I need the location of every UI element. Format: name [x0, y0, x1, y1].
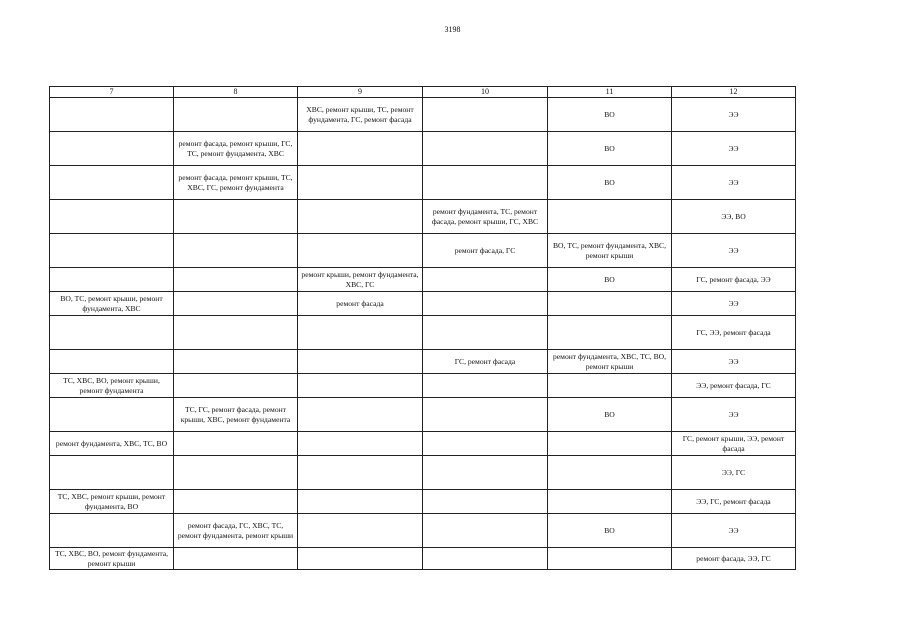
- table-body: [50, 98, 796, 570]
- table-cell: ремонт фасада, ремонт крыши, ГС, ТС, ремонт фундамента, ХВС: [174, 132, 298, 166]
- column-header: 7: [50, 87, 174, 98]
- table-cell: [174, 548, 298, 570]
- table-cell: ЭЭ: [672, 350, 796, 374]
- table-cell: [423, 514, 548, 548]
- column-header: 8: [174, 87, 298, 98]
- table-cell: ВО: [548, 398, 672, 432]
- table-row: [50, 132, 796, 166]
- table-cell: [298, 374, 423, 398]
- table-cell: [298, 548, 423, 570]
- table-cell: ГС, ремонт крыши, ЭЭ, ремонт фасада: [672, 432, 796, 456]
- table-cell: [548, 374, 672, 398]
- table-cell: [174, 200, 298, 234]
- table-cell: ЭЭ, ВО: [672, 200, 796, 234]
- table-cell: [298, 514, 423, 548]
- table-cell: [298, 456, 423, 490]
- table-cell: ремонт фасада, ЭЭ, ГС: [672, 548, 796, 570]
- table-cell: [423, 268, 548, 292]
- table-cell: ТС, ХВС, ВО, ремонт крыши, ремонт фундамента: [50, 374, 174, 398]
- table-row: [50, 456, 796, 490]
- table-cell: [423, 292, 548, 316]
- table-cell: [298, 398, 423, 432]
- table-cell: [298, 432, 423, 456]
- table-cell: ЭЭ: [672, 132, 796, 166]
- page-number: 3198: [444, 25, 461, 34]
- table-cell: ЭЭ: [672, 234, 796, 268]
- table-cell: ремонт крыши, ремонт фундамента, ХВС, ГС: [298, 268, 423, 292]
- table-row: [50, 200, 796, 234]
- table-cell: [548, 292, 672, 316]
- table-cell: [423, 316, 548, 350]
- table-cell: [50, 350, 174, 374]
- table-cell: [298, 490, 423, 514]
- table-row: [50, 166, 796, 200]
- table-cell: [423, 398, 548, 432]
- table-cell: [174, 350, 298, 374]
- table-cell: ВО: [548, 166, 672, 200]
- table-cell: [423, 374, 548, 398]
- table-row: [50, 490, 796, 514]
- table-cell: [174, 98, 298, 132]
- table-cell: ремонт фасада, ГС, ХВС, ТС, ремонт фундамента, ремонт крыши: [174, 514, 298, 548]
- table-cell: ремонт фасада, ремонт крыши, ТС, ХВС, ГС, ремонт фундамента: [174, 166, 298, 200]
- table-cell: ремонт фундамента, ТС, ремонт фасада, ремонт крыши, ГС, ХВС: [423, 200, 548, 234]
- table-cell: [423, 432, 548, 456]
- table-cell: [548, 490, 672, 514]
- table-cell: ЭЭ: [672, 166, 796, 200]
- header-row: [50, 87, 796, 98]
- table-cell: [50, 200, 174, 234]
- table-cell: [50, 514, 174, 548]
- table-cell: [548, 456, 672, 490]
- table-cell: [174, 490, 298, 514]
- table-cell: [298, 234, 423, 268]
- table-cell: ТС, ГС, ремонт фасада, ремонт крыши, ХВС, ремонт фундамента: [174, 398, 298, 432]
- table-cell: [50, 268, 174, 292]
- table-cell: [50, 234, 174, 268]
- table-cell: ЭЭ: [672, 514, 796, 548]
- table-cell: ЭЭ, ГС: [672, 456, 796, 490]
- table-cell: [423, 166, 548, 200]
- table-cell: ХВС, ремонт крыши, ТС, ремонт фундамента, ГС, ремонт фасада: [298, 98, 423, 132]
- table-cell: ЭЭ, ГС, ремонт фасада: [672, 490, 796, 514]
- table-cell: ремонт фасада: [298, 292, 423, 316]
- table-cell: [423, 98, 548, 132]
- table-cell: ремонт фасада, ГС: [423, 234, 548, 268]
- table-cell: [298, 132, 423, 166]
- column-header: 11: [548, 87, 672, 98]
- table-cell: ЭЭ, ремонт фасада, ГС: [672, 374, 796, 398]
- table-cell: [50, 316, 174, 350]
- table-cell: [423, 490, 548, 514]
- table-cell: ремонт фундамента, ХВС, ТС, ВО: [50, 432, 174, 456]
- table-cell: [548, 432, 672, 456]
- table-cell: ТС, ХВС, ВО, ремонт фундамента, ремонт крыши: [50, 548, 174, 570]
- table-cell: [174, 374, 298, 398]
- table-cell: ЭЭ: [672, 292, 796, 316]
- table-cell: ВО, ТС, ремонт крыши, ремонт фундамента, ХВС: [50, 292, 174, 316]
- table-cell: [174, 432, 298, 456]
- table-cell: [50, 398, 174, 432]
- table-cell: [174, 268, 298, 292]
- table-row: [50, 374, 796, 398]
- data-table: [49, 86, 796, 570]
- table-cell: [298, 166, 423, 200]
- table-cell: [174, 316, 298, 350]
- table-row: [50, 514, 796, 548]
- table-cell: ВО: [548, 514, 672, 548]
- table-cell: ЭЭ: [672, 98, 796, 132]
- table-cell: [174, 456, 298, 490]
- table-cell: ГС, ремонт фасада: [423, 350, 548, 374]
- table-cell: [174, 234, 298, 268]
- table-cell: ВО: [548, 132, 672, 166]
- table-cell: [423, 548, 548, 570]
- table-cell: ГС, ЭЭ, ремонт фасада: [672, 316, 796, 350]
- column-header: 10: [423, 87, 548, 98]
- table-cell: [174, 292, 298, 316]
- table-cell: ГС, ремонт фасада, ЭЭ: [672, 268, 796, 292]
- table-cell: [298, 200, 423, 234]
- table-row: [50, 548, 796, 570]
- table-cell: [298, 350, 423, 374]
- table-row: [50, 398, 796, 432]
- table-cell: [548, 548, 672, 570]
- table-row: [50, 316, 796, 350]
- table-cell: ВО: [548, 98, 672, 132]
- table-cell: [423, 132, 548, 166]
- table-cell: [50, 132, 174, 166]
- table-cell: ВО: [548, 268, 672, 292]
- table-cell: ВО, ТС, ремонт фундамента, ХВС, ремонт крыши: [548, 234, 672, 268]
- table-row: [50, 268, 796, 292]
- table-cell: [548, 200, 672, 234]
- table-cell: [423, 456, 548, 490]
- table-cell: [548, 316, 672, 350]
- table-row: [50, 292, 796, 316]
- column-header: 9: [298, 87, 423, 98]
- table-row: [50, 432, 796, 456]
- table-cell: ремонт фундамента, ХВС, ТС, ВО, ремонт крыши: [548, 350, 672, 374]
- table-cell: [50, 98, 174, 132]
- table-cell: [298, 316, 423, 350]
- table-cell: ТС, ХВС, ремонт крыши, ремонт фундамента, ВО: [50, 490, 174, 514]
- table-row: [50, 98, 796, 132]
- table-cell: [50, 456, 174, 490]
- table-row: [50, 234, 796, 268]
- table-row: [50, 350, 796, 374]
- table-cell: [50, 166, 174, 200]
- table-cell: ЭЭ: [672, 398, 796, 432]
- column-header: 12: [672, 87, 796, 98]
